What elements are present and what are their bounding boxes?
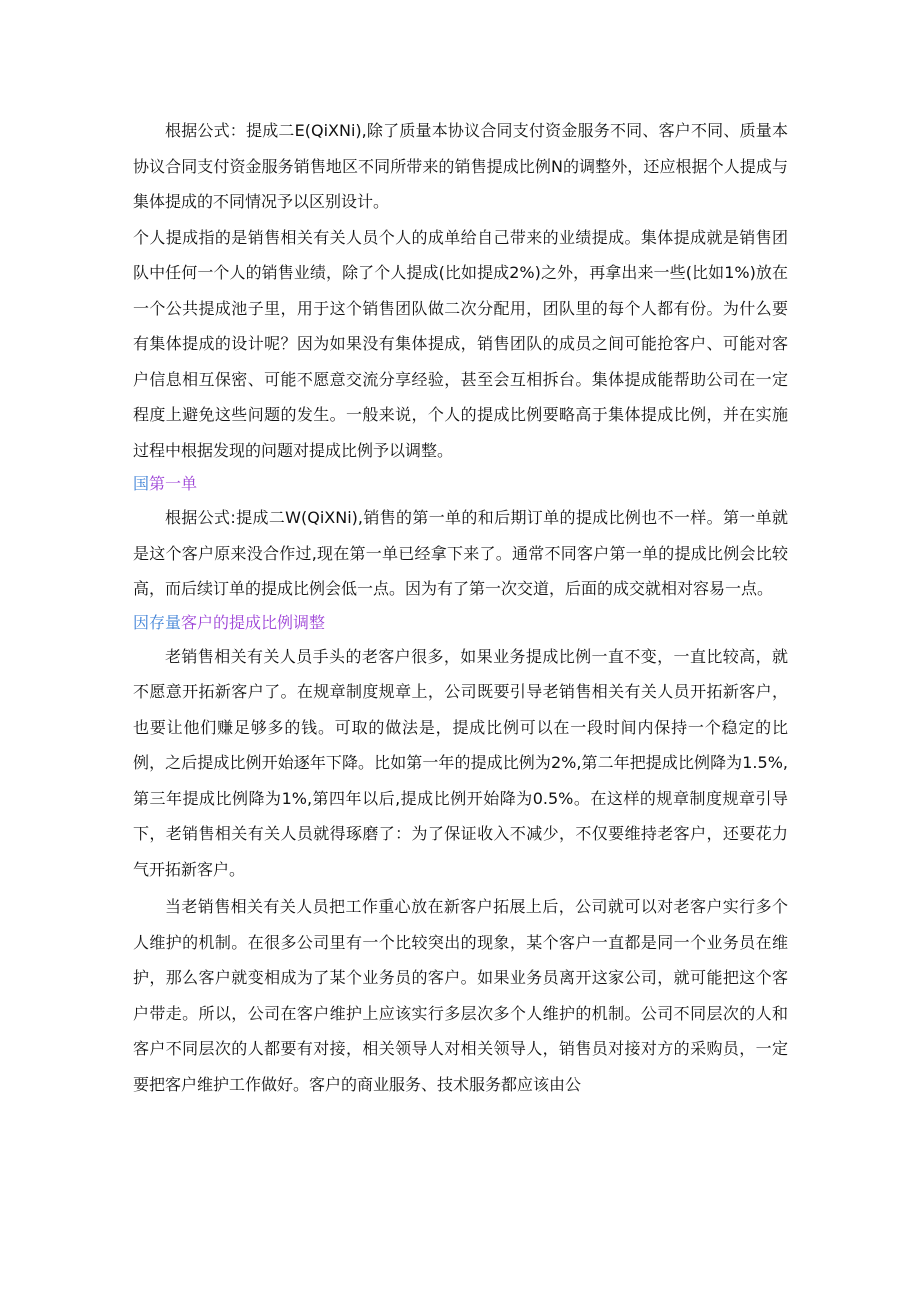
section-heading-first-order	[133, 468, 788, 500]
paragraph-existing-customers: 老销售相关有关人员手头的老客户很多，如果业务提成比例一直不变，一直比较高，就不愿意开拓新客户了。在规章制度规章上，公司既要引导老销售相关有关人员开拓新客户，也要让他们赚足够多的钱。可取的做法是，提成比例可以在一段时间内保持一个稳定的比例，之后提成比例开始逐年下降。比如第一年的提成比例为2%,第二年把提成比例降为1.5%,第三年提成比例降为1%,第四年以后,提成比例开始降为0.5%。在这样的规章制度规章引导下，老销售相关有关人员就得琢磨了：为了保证收入不减少，不仅要维持老客户，还要花力气开拓新客户。	[133, 646, 788, 879]
heading-prefix: 因存量	[133, 612, 182, 632]
heading-text: 客户的提成比例调整	[181, 612, 326, 632]
heading-text: 第一单	[149, 474, 198, 493]
paragraph-formula-intro: 根据公式：提成二E(QiXNi),除了质量本协议合同支付资金服务不同、客户不同、质量本协议合同支付资金服务销售地区不同所带来的销售提成比例N的调整外，还应根据个人提成与集体提成的不同情况予以区别设计。	[133, 121, 788, 211]
heading-prefix: 国	[133, 474, 150, 493]
document-body	[133, 113, 788, 1102]
paragraph-first-order: 根据公式:提成二W(QiXNi),销售的第一单的和后期订单的提成比例也不一样。第一单就是这个客户原来没合作过,现在第一单已经拿下来了。通常不同客户第一单的提成比例会比较高，而后续订单的提成比例会低一点。因为有了第一次交道，后面的成交就相对容易一点。	[133, 508, 788, 598]
section-heading-existing-customers	[133, 607, 788, 639]
paragraph-individual-collective: 个人提成指的是销售相关有关人员个人的成单给自己带来的业绩提成。集体提成就是销售团队中任何一个人的销售业绩，除了个人提成(比如提成2%)之外，再拿出来一些(比如1%)放在一个公共提成池子里，用于这个销售团队做二次分配用，团队里的每个人都有份。为什么要有集体提成的设计呢？因为如果没有集体提成，销售团队的成员之间可能抢客户、可能对客户信息相互保密、可能不愿意交流分享经验，甚至会互相拆台。集体提成能帮助公司在一定程度上避免这些问题的发生。一般来说，个人的提成比例要略高于集体提成比例，并在实施过程中根据发现的问题对提成比例予以调整。	[133, 227, 788, 460]
paragraph-multi-maintenance: 当老销售相关有关人员把工作重心放在新客户拓展上后，公司就可以对老客户实行多个人维护的机制。在很多公司里有一个比较突出的现象，某个客户一直都是同一个业务员在维护，那么客户就变相成为了某个业务员的客户。如果业务员离开这家公司，就可能把这个客户带走。所以，公司在客户维护上应该实行多层次多个人维护的机制。公司不同层次的人和客户不同层次的人都要有对接，相关领导人对相关领导人，销售员对接对方的采购员，一定要把客户维护工作做好。客户的商业服务、技术服务都应该由公	[133, 897, 788, 1094]
